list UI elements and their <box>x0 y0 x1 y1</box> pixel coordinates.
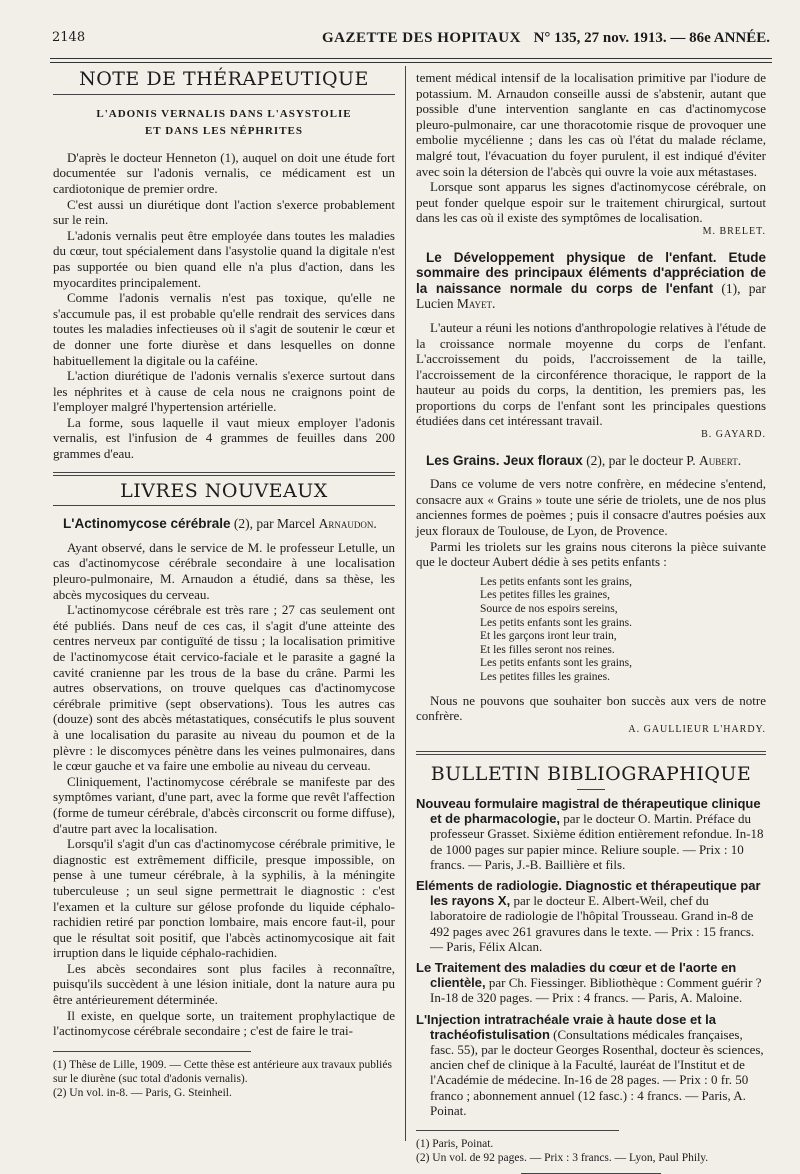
poem-line: Les petits enfants sont les grains, <box>480 657 633 670</box>
paragraph: Il existe, en quelque sorte, un traitement prophylactique de l'actinomycose cérébrale secondaire ; c'est de faire le trai- <box>53 1007 395 1039</box>
article-heading-line2: ET DANS LES NÉPHRITES <box>144 125 304 138</box>
paragraph: Comme l'adonis vernalis n'est pas toxique, qu'elle ne s'accumule pas, il est probable qu'elle rendrait des services dans toutes les maladies infectieuses où il s'agit de soutenir le cœur et de donner une forte diurèse et dans lesquelles on donne habituellement la digitale ou la caféine. <box>53 290 395 368</box>
footnote-rule <box>416 1130 619 1131</box>
book-byline: (2), par le docteur P. <box>582 452 700 468</box>
journal-title: GAZETTE DES HOPITAUX <box>322 30 521 46</box>
footnote-rule <box>53 1051 251 1052</box>
signature: B. GAYARD. <box>701 429 766 441</box>
column-separator <box>405 66 406 1141</box>
bibliography-entry <box>416 878 766 954</box>
signature: M. BRELET. <box>702 225 766 237</box>
poem-line: Et les filles seront nos reines. <box>480 643 615 656</box>
paragraph: Parmi les triolets sur les grains nous citerons la pièce suivante que le docteur Aubert dédie à ses petits enfants : <box>416 538 766 570</box>
signature: A. GAULLIEUR L'HARDY. <box>628 723 766 735</box>
bib-details: par le docteur E. Albert-Weil, chef du laboratoire de radiologie de l'hôpital Trousseau. Grand in-8 de 492 pages avec 261 gravures dans le texte. — Prix : 15 francs. — Paris, Félix Alcan. <box>430 893 755 954</box>
bib-title: Eléments de radiologie. Diagnostic et thérapeutique par les rayons X, <box>416 877 761 909</box>
book-byline: (2), par Marcel <box>230 516 319 532</box>
footnote: (1) Paris, Poinat. <box>416 1138 494 1150</box>
bib-title: Le Traitement des maladies du cœur et de l'aorte en clientèle, <box>416 959 737 991</box>
bib-details: par le docteur O. Martin. Préface du professeur Grasset. Sixième édition entièrement refondue. In-18 de 1000 pages sur papier mince. Reliure souple. — Prix : 10 francs. — Paris, J.-B. Baillière et fils. <box>430 811 764 872</box>
paragraph: tement médical intensif de la localisation primitive par l'iodure de potassium. M. Arnaudon conseille aussi de s'abstenir, autant que possible d'une intervention sanglante en cas d'actinomycose pleuro-pulmonaire, car une thoracotomie risque de provoquer une embolie mycélienne ; dans les cas où l'état du malade réclame, malgré tout, l'évacuation du foyer purulent, il est indiqué d'éviter avec soin la détersion de l'abcès qui ouvre la voie aux métastases. <box>416 70 766 179</box>
bibliography-entry <box>416 960 766 1006</box>
book-author: Arnaudon. <box>318 516 377 532</box>
paragraph: Cliniquement, l'actinomycose cérébrale se manifeste par des symptômes variant, d'une part, avec la forme que revêt l'affection (forme de tumeur cérébrale, d'abcès circonscrit ou forme diffuse), d'autre part avec la localisation. <box>53 773 395 836</box>
header-rule-2 <box>50 62 772 63</box>
issue-info: N° 135, 27 nov. 1913. — 86e ANNÉE. <box>533 30 770 46</box>
bib-title: Nouveau formulaire magistral de thérapeutique clinique et de pharmacologie, <box>416 795 761 827</box>
footnote: (2) Un vol. de 92 pages. — Prix : 3 francs. — Lyon, Paul Phily. <box>416 1152 709 1164</box>
paragraph: Nous ne pouvons que souhaiter bon succès aux vers de notre confrère. <box>416 692 766 724</box>
bib-title: L'Injection intratrachéale vraie à haute dose et la trachéofistulisation <box>416 1011 717 1042</box>
bib-details: par Ch. Fiessinger. Bibliothèque : Comment guérir ? In-18 de 320 pages. — Prix : 4 francs. — Paris, A. Maloine. <box>430 975 762 1006</box>
header-rule <box>50 58 772 59</box>
paragraph: Dans ce volume de vers notre confrère, en médecine s'entend, consacre aux « Grains » toute une série de triolets, une de nos plus anciennes formes de poèmes ; puis il consacre d'autres poésies aux jeux floraux de Toulouse, de Lyon, de Provence. <box>416 476 766 539</box>
page-number: 2148 <box>52 30 86 45</box>
book-author: Aubert. <box>699 452 742 468</box>
left-column <box>53 70 395 1100</box>
title-rule <box>577 789 605 790</box>
bibliography-entry <box>416 1012 766 1118</box>
title-rule <box>53 94 395 95</box>
right-column <box>416 70 766 1174</box>
section-title-therapeutique: NOTE DE THÉRAPEUTIQUE <box>79 68 369 90</box>
book-byline: (1), par Lucien <box>416 280 767 312</box>
poem-line: Les petits enfants sont les grains. <box>480 616 633 629</box>
paragraph: D'après le docteur Henneton (1), auquel on doit une étude fort documentée sur l'adonis vernalis, ce médicament est un cardiotonique de premier ordre. <box>53 149 395 196</box>
paragraph: Lorsque sont apparus les signes d'actinomycose cérébrale, on peut fonder quelque espoir sur le traitement chirurgical, surtout dans les cas où il existe des symptômes de localisation. <box>416 179 766 226</box>
paragraph: L'auteur a réuni les notions d'anthropologie relatives à l'étude de la croissance normale moyenne du corps de l'enfant. L'accroissement du poids, l'accroissement de la taille, l'accroissement de la circonférence thoracique, le rapport de la hauteur au poids du corps, la dentition, les premiers pas, les proportions du corps de l'enfant sont les principales questions étudiées dans cet intéressant travail. <box>416 319 766 429</box>
section-title-livres: LIVRES NOUVEAUX <box>120 479 328 502</box>
book-author: Mayet. <box>456 296 496 312</box>
book-heading-grains <box>416 453 766 469</box>
poem-line: Et les garçons iront leur train, <box>480 630 617 643</box>
paragraph: La forme, sous laquelle il vaut mieux employer l'adonis vernalis, est l'infusion de 4 grammes de feuilles dans 200 grammes d'eau. <box>53 414 395 462</box>
paragraph: L'actinomycose cérébrale est très rare ; 27 cas seulement ont été publiés. Dans neuf de ces cas, il s'agit d'une atteinte des centres nerveux par contiguïté de tissu ; la localisation primitive de l'actinomycose était cervico-faciale et le parasite a gagné la cavité cranienne par les trous de la base du crâne. Parmi les autres observations, on trouve quelques cas d'actinomycose cérébrale primitive (sept observations). Tous les autres cas (douze) sont des abcès métastatiques, consécutifs le plus souvent à une localisation du parasite au niveau du poumon et de la plèvre : le discomyces pénètre dans les veines pulmonaires, dans le cœur gauche et va faire une embolie au niveau du cerveau. <box>53 602 395 774</box>
article-heading-line1: L'ADONIS VERNALIS DANS L'ASYSTOLIE <box>96 107 352 120</box>
book-title: L'Actinomycose cérébrale <box>63 516 231 532</box>
footnote: (2) Un vol. in-8. — Paris, G. Steinheil. <box>53 1086 232 1099</box>
paragraph: Lorsqu'il s'agit d'un cas d'actinomycose cérébrale primitive, le diagnostic est extrêmement difficile, presque impossible, on pense à une tumeur cérébrale, à la syphilis, à la méningite tuberculeuse ; un seul signe permettrait le diagnostic : c'est l'examen et la culture sur gélose profonde du liquide céphalo-rachidien retiré par ponction lombaire, mais encore faut-il, pour que le résultat soit positif, que l'abcès actinomycosique ait fait irruption dans le liquide céphalo-rachidien. <box>53 836 395 961</box>
poem-line: Les petites filles les graines. <box>480 670 610 683</box>
poem-line: Les petits enfants sont les grains, <box>480 575 633 588</box>
paragraph: L'adonis vernalis peut être employée dans toutes les maladies du cœur, tout spécialement dans l'asystolie quand la digitale n'est pas supportée ou bien quand elle n'a plus d'action, dans les myocardites principalement. <box>53 227 395 290</box>
book-title: Les Grains. Jeux floraux <box>426 452 583 468</box>
book-heading-actinomycose <box>53 516 395 532</box>
bib-details: (Consultations médicales françaises, fasc. 55), par le docteur Georges Rosenthal, docteur ès sciences, ancien chef de clinique à la Faculté, lauréat de l'Institut et de l'Académie de médecine. In-16 de 28 pages. — Prix : 0 fr. 50 franco ; abonnement annuel (12 fasc.) : 4 francs. — Paris, A. Poinat. <box>430 1026 764 1118</box>
poem-line: Les petites filles les graines, <box>480 589 610 602</box>
paragraph: Les abcès secondaires sont plus faciles à reconnaître, puisqu'ils succèdent à une lésion initiale, dont la nature aura pu être antérieurement déterminée. <box>53 960 395 1008</box>
bibliography-entry <box>416 796 766 872</box>
poem-line: Source de nos espoirs sereins, <box>480 603 618 615</box>
section-divider <box>416 751 766 755</box>
section-title-bulletin: BULLETIN BIBLIOGRAPHIQUE <box>430 763 752 786</box>
book-heading-developpement <box>416 250 766 312</box>
paragraph: C'est aussi un diurétique dont l'action s'exerce probablement sur le rein. <box>53 196 395 228</box>
footnote: (1) Thèse de Lille, 1909. — Cette thèse est antérieure aux travaux publiés sur le diurène (suc total d'adonis vernalis). <box>53 1058 392 1085</box>
book-title: Le Développement physique de l'enfant. Etude sommaire des principaux éléments d'appréciation de la naissance normale du corps de l'enfant <box>416 249 766 296</box>
paragraph: L'action diurétique de l'adonis vernalis s'exerce surtout dans les néphrites et à cause de cela nous ne craignons point de l'employer malgré l'hypertension artérielle. <box>53 368 395 415</box>
title-rule <box>53 505 395 506</box>
section-divider <box>53 472 395 476</box>
paragraph: Ayant observé, dans le service de M. le professeur Letulle, un cas d'actinomycose cérébrale secondaire à une localisation pleuro-pulmonaire, M. Arnaudon a étudié, dans sa thèse, les abcès mycosiques du cerveau. <box>53 539 395 602</box>
poem <box>480 576 766 685</box>
